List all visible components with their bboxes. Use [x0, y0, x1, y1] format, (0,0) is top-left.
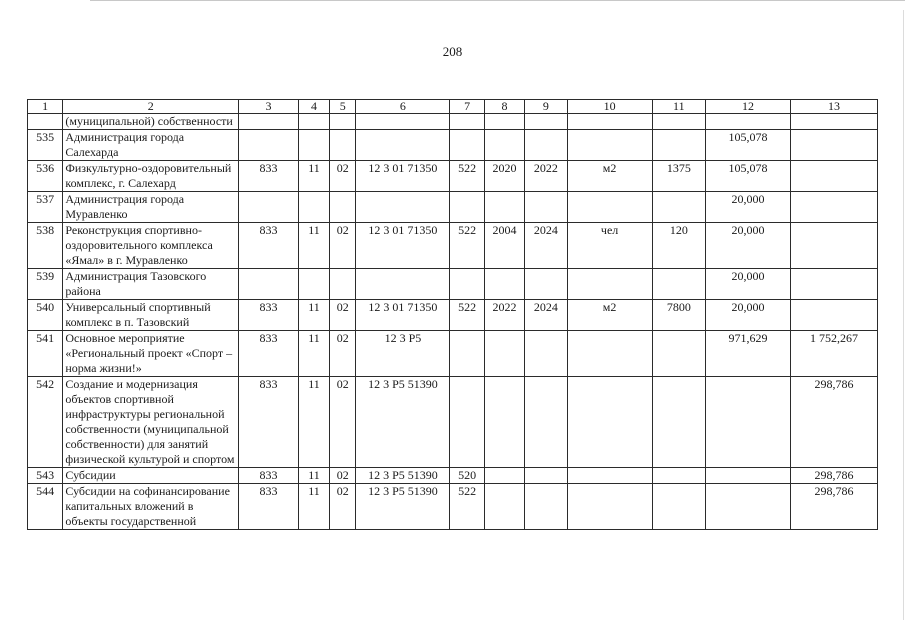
end-year-cell — [525, 377, 567, 468]
capacity-cell — [652, 377, 706, 468]
code-cell: 833 — [239, 161, 299, 192]
capacity-cell — [652, 468, 706, 484]
item-name: Основное мероприятие «Региональный проект «Спорт – норма жизни!» — [63, 331, 239, 377]
subsection-cell — [330, 130, 356, 161]
table-row — [28, 192, 878, 223]
section-cell: 11 — [298, 161, 329, 192]
unit-cell: м2 — [567, 300, 652, 331]
section-cell: 11 — [298, 223, 329, 269]
unit-cell — [567, 377, 652, 468]
table-row — [28, 161, 878, 192]
end-year-cell — [525, 484, 567, 530]
capacity-cell: 120 — [652, 223, 706, 269]
code-cell: 833 — [239, 468, 299, 484]
amount-col13-cell: 298,786 — [790, 484, 877, 530]
section-cell — [298, 192, 329, 223]
column-header: 9 — [525, 100, 567, 114]
capacity-cell — [652, 192, 706, 223]
expense-type-cell: 522 — [450, 223, 484, 269]
start-year-cell — [484, 114, 524, 130]
amount-col13-cell — [790, 192, 877, 223]
table-row — [28, 331, 878, 377]
end-year-cell: 2022 — [525, 161, 567, 192]
target-article-cell: 12 3 01 71350 — [356, 161, 450, 192]
item-name: Создание и модернизация объектов спортивной инфраструктуры региональной собственности (муниципальной собственности) для занятий физической культурой и спортом — [63, 377, 239, 468]
column-header: 11 — [652, 100, 706, 114]
section-cell: 11 — [298, 468, 329, 484]
target-article-cell — [356, 130, 450, 161]
page-number: 208 — [442, 44, 463, 59]
start-year-cell — [484, 468, 524, 484]
table-row — [28, 114, 878, 130]
unit-cell: чел — [567, 223, 652, 269]
column-header: 10 — [567, 100, 652, 114]
section-cell: 11 — [298, 331, 329, 377]
capacity-cell — [652, 484, 706, 530]
subsection-cell — [330, 192, 356, 223]
table-body — [28, 114, 878, 530]
start-year-cell — [484, 269, 524, 300]
row-number — [28, 114, 63, 130]
row-number: 537 — [28, 192, 63, 223]
target-article-cell: 12 3 01 71350 — [356, 223, 450, 269]
amount-col13-cell — [790, 161, 877, 192]
expense-type-cell — [450, 331, 484, 377]
amount-col12-cell — [706, 114, 791, 130]
start-year-cell: 2020 — [484, 161, 524, 192]
item-name: Субсидии — [63, 468, 239, 484]
start-year-cell: 2022 — [484, 300, 524, 331]
code-cell — [239, 192, 299, 223]
table-row — [28, 223, 878, 269]
row-number: 540 — [28, 300, 63, 331]
code-cell: 833 — [239, 484, 299, 530]
start-year-cell — [484, 192, 524, 223]
target-article-cell — [356, 114, 450, 130]
start-year-cell — [484, 484, 524, 530]
capacity-cell: 1375 — [652, 161, 706, 192]
column-header: 1 — [28, 100, 63, 114]
code-cell — [239, 130, 299, 161]
unit-cell — [567, 468, 652, 484]
row-number: 538 — [28, 223, 63, 269]
target-article-cell: 12 3 P5 — [356, 331, 450, 377]
expense-type-cell — [450, 130, 484, 161]
table-header-row — [28, 100, 878, 114]
unit-cell — [567, 484, 652, 530]
section-cell: 11 — [298, 377, 329, 468]
code-cell — [239, 114, 299, 130]
subsection-cell: 02 — [330, 377, 356, 468]
amount-col13-cell: 1 752,267 — [790, 331, 877, 377]
item-name: Реконструкция спортивно-оздоровительного комплекса «Ямал» в г. Муравленко — [63, 223, 239, 269]
row-number: 535 — [28, 130, 63, 161]
section-cell: 11 — [298, 484, 329, 530]
amount-col12-cell — [706, 484, 791, 530]
section-cell — [298, 269, 329, 300]
scan-frame-right — [903, 10, 904, 620]
capacity-cell — [652, 331, 706, 377]
row-number: 544 — [28, 484, 63, 530]
start-year-cell: 2004 — [484, 223, 524, 269]
column-header: 4 — [298, 100, 329, 114]
table-row — [28, 484, 878, 530]
amount-col12-cell — [706, 468, 791, 484]
amount-col12-cell: 20,000 — [706, 223, 791, 269]
code-cell: 833 — [239, 223, 299, 269]
table-row — [28, 269, 878, 300]
row-number: 536 — [28, 161, 63, 192]
expense-type-cell: 522 — [450, 484, 484, 530]
section-cell — [298, 130, 329, 161]
item-name: Универсальный спортивный комплекс в п. Тазовский — [63, 300, 239, 331]
table-row — [28, 130, 878, 161]
capacity-cell — [652, 269, 706, 300]
item-name: Администрация города Салехарда — [63, 130, 239, 161]
item-name: Администрация Тазовского района — [63, 269, 239, 300]
amount-col12-cell: 20,000 — [706, 192, 791, 223]
expense-type-cell — [450, 269, 484, 300]
row-number: 539 — [28, 269, 63, 300]
amount-col12-cell: 105,078 — [706, 161, 791, 192]
amount-col12-cell: 105,078 — [706, 130, 791, 161]
end-year-cell — [525, 468, 567, 484]
item-name: Администрация города Муравленко — [63, 192, 239, 223]
table-row — [28, 377, 878, 468]
target-article-cell: 12 3 P5 51390 — [356, 468, 450, 484]
target-article-cell — [356, 192, 450, 223]
column-header: 8 — [484, 100, 524, 114]
amount-col12-cell: 971,629 — [706, 331, 791, 377]
expense-type-cell — [450, 114, 484, 130]
amount-col13-cell: 298,786 — [790, 468, 877, 484]
end-year-cell — [525, 269, 567, 300]
table-row — [28, 300, 878, 331]
target-article-cell: 12 3 P5 51390 — [356, 484, 450, 530]
item-name: (муниципальной) собственности — [63, 114, 239, 130]
unit-cell — [567, 130, 652, 161]
amount-col13-cell — [790, 114, 877, 130]
amount-col13-cell — [790, 223, 877, 269]
end-year-cell — [525, 331, 567, 377]
target-article-cell: 12 3 01 71350 — [356, 300, 450, 331]
unit-cell — [567, 269, 652, 300]
row-number: 543 — [28, 468, 63, 484]
column-header: 3 — [239, 100, 299, 114]
column-header: 2 — [63, 100, 239, 114]
unit-cell: м2 — [567, 161, 652, 192]
amount-col13-cell — [790, 300, 877, 331]
start-year-cell — [484, 331, 524, 377]
column-header: 7 — [450, 100, 484, 114]
code-cell: 833 — [239, 300, 299, 331]
capacity-cell — [652, 130, 706, 161]
subsection-cell: 02 — [330, 484, 356, 530]
subsection-cell: 02 — [330, 331, 356, 377]
budget-table — [27, 99, 878, 530]
expense-type-cell: 522 — [450, 300, 484, 331]
start-year-cell — [484, 377, 524, 468]
unit-cell — [567, 331, 652, 377]
amount-col12-cell: 20,000 — [706, 300, 791, 331]
code-cell — [239, 269, 299, 300]
row-number: 542 — [28, 377, 63, 468]
end-year-cell — [525, 114, 567, 130]
column-header: 13 — [790, 100, 877, 114]
amount-col12-cell: 20,000 — [706, 269, 791, 300]
scan-frame-top — [90, 0, 905, 1]
item-name: Субсидии на софинансирование капитальных вложений в объекты государственной — [63, 484, 239, 530]
end-year-cell: 2024 — [525, 223, 567, 269]
column-header: 5 — [330, 100, 356, 114]
unit-cell — [567, 114, 652, 130]
capacity-cell — [652, 114, 706, 130]
expense-type-cell — [450, 192, 484, 223]
table-row — [28, 468, 878, 484]
amount-col13-cell — [790, 130, 877, 161]
amount-col13-cell — [790, 269, 877, 300]
end-year-cell: 2024 — [525, 300, 567, 331]
expense-type-cell: 522 — [450, 161, 484, 192]
section-cell: 11 — [298, 300, 329, 331]
column-header: 6 — [356, 100, 450, 114]
row-number: 541 — [28, 331, 63, 377]
subsection-cell: 02 — [330, 300, 356, 331]
section-cell — [298, 114, 329, 130]
subsection-cell: 02 — [330, 468, 356, 484]
item-name: Физкультурно-оздоровительный комплекс, г. Салехард — [63, 161, 239, 192]
amount-col12-cell — [706, 377, 791, 468]
capacity-cell: 7800 — [652, 300, 706, 331]
subsection-cell — [330, 269, 356, 300]
target-article-cell: 12 3 P5 51390 — [356, 377, 450, 468]
subsection-cell: 02 — [330, 223, 356, 269]
code-cell: 833 — [239, 331, 299, 377]
start-year-cell — [484, 130, 524, 161]
amount-col13-cell: 298,786 — [790, 377, 877, 468]
code-cell: 833 — [239, 377, 299, 468]
expense-type-cell: 520 — [450, 468, 484, 484]
target-article-cell — [356, 269, 450, 300]
subsection-cell: 02 — [330, 161, 356, 192]
expense-type-cell — [450, 377, 484, 468]
subsection-cell — [330, 114, 356, 130]
end-year-cell — [525, 130, 567, 161]
column-header: 12 — [706, 100, 791, 114]
unit-cell — [567, 192, 652, 223]
end-year-cell — [525, 192, 567, 223]
